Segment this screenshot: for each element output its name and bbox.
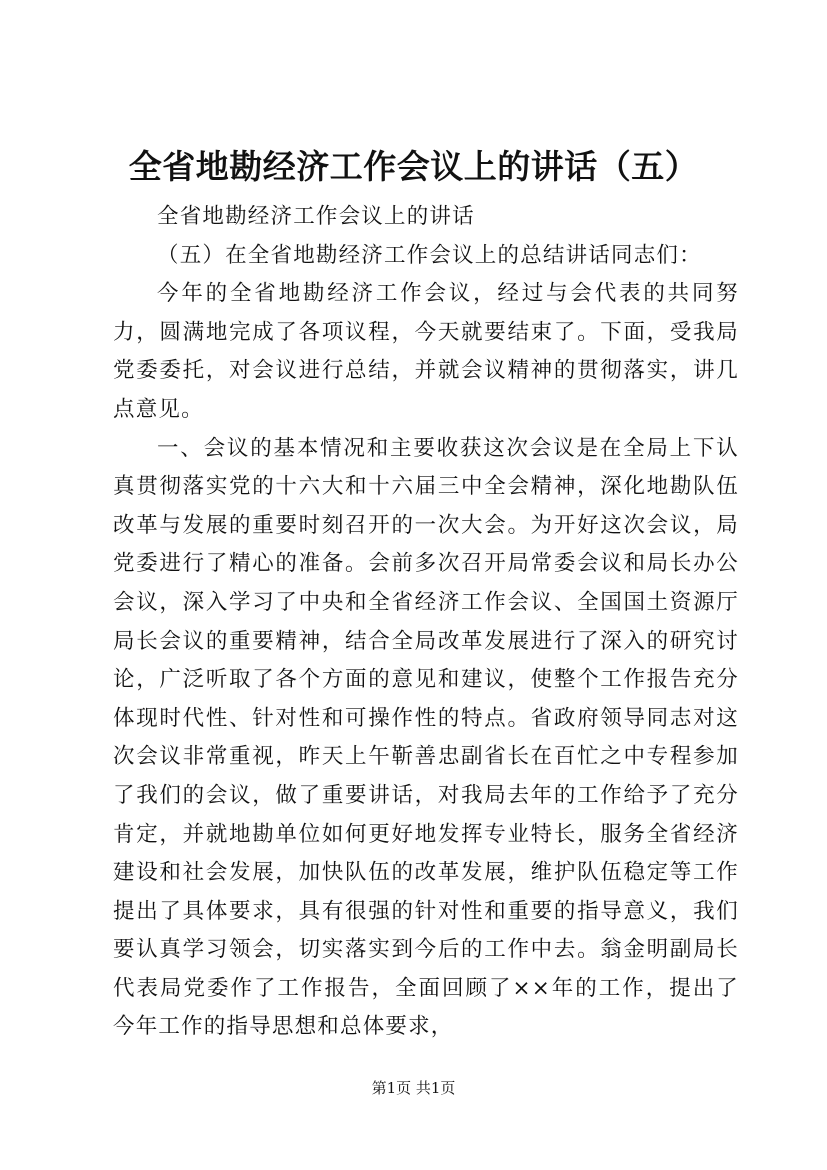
greeting-paragraph: （五）在全省地勘经济工作会议上的总结讲话同志们： <box>157 242 702 268</box>
body-paragraph: 一、会议的基本情况和主要收获这次会议是在全局上下认真贯彻落实党的十六大和十六届三中全会精神，深化地勘队伍改革与发展的重要时刻召开的一次大会。为开好这次会议，局党委进行了精心的准备。会前多次召开局常委会议和局长办公会议，深入学习了中央和全省经济工作会议、全国国土资源厅局长会议的重要精神，结合全局改革发展进行了深入的研究讨论，广泛听取了各个方面的意见和建议，使整个工作报告充分体现时代性、针对性和可操作性的特点。省政府领导同志对这次会议非常重视，昨天上午靳善忠副省长在百忙之中专程参加了我们的会议，做了重要讲话，对我局去年的工作给予了充分肯定，并就地勘单位如何更好地发挥专业特长，服务全省经济建设和社会发展，加快队伍的改革发展，维护队伍稳定等工作提出了具体要求，具有很强的针对性和重要的指导意义，我们要认真学习领会，切实落实到今后的工作中去。翁金明副局长代表局党委作了工作报告，全面回顾了××年的工作，提出了今年工作的指导思想和总体要求， <box>113 435 739 1040</box>
document-title: 全省地勘经济工作会议上的讲话（五） <box>128 147 699 186</box>
body-paragraph: 今年的全省地勘经济工作会议，经过与会代表的共同努力，圆满地完成了各项议程，今天就要结束了。下面，受我局党委委托，对会议进行总结，并就会议精神的贯彻落实，讲几点意见。 <box>113 281 739 422</box>
page-number-footer: 第1页 共1页 <box>371 1079 456 1097</box>
document-body <box>113 198 739 1047</box>
subtitle-paragraph: 全省地勘经济工作会议上的讲话 <box>157 204 475 229</box>
